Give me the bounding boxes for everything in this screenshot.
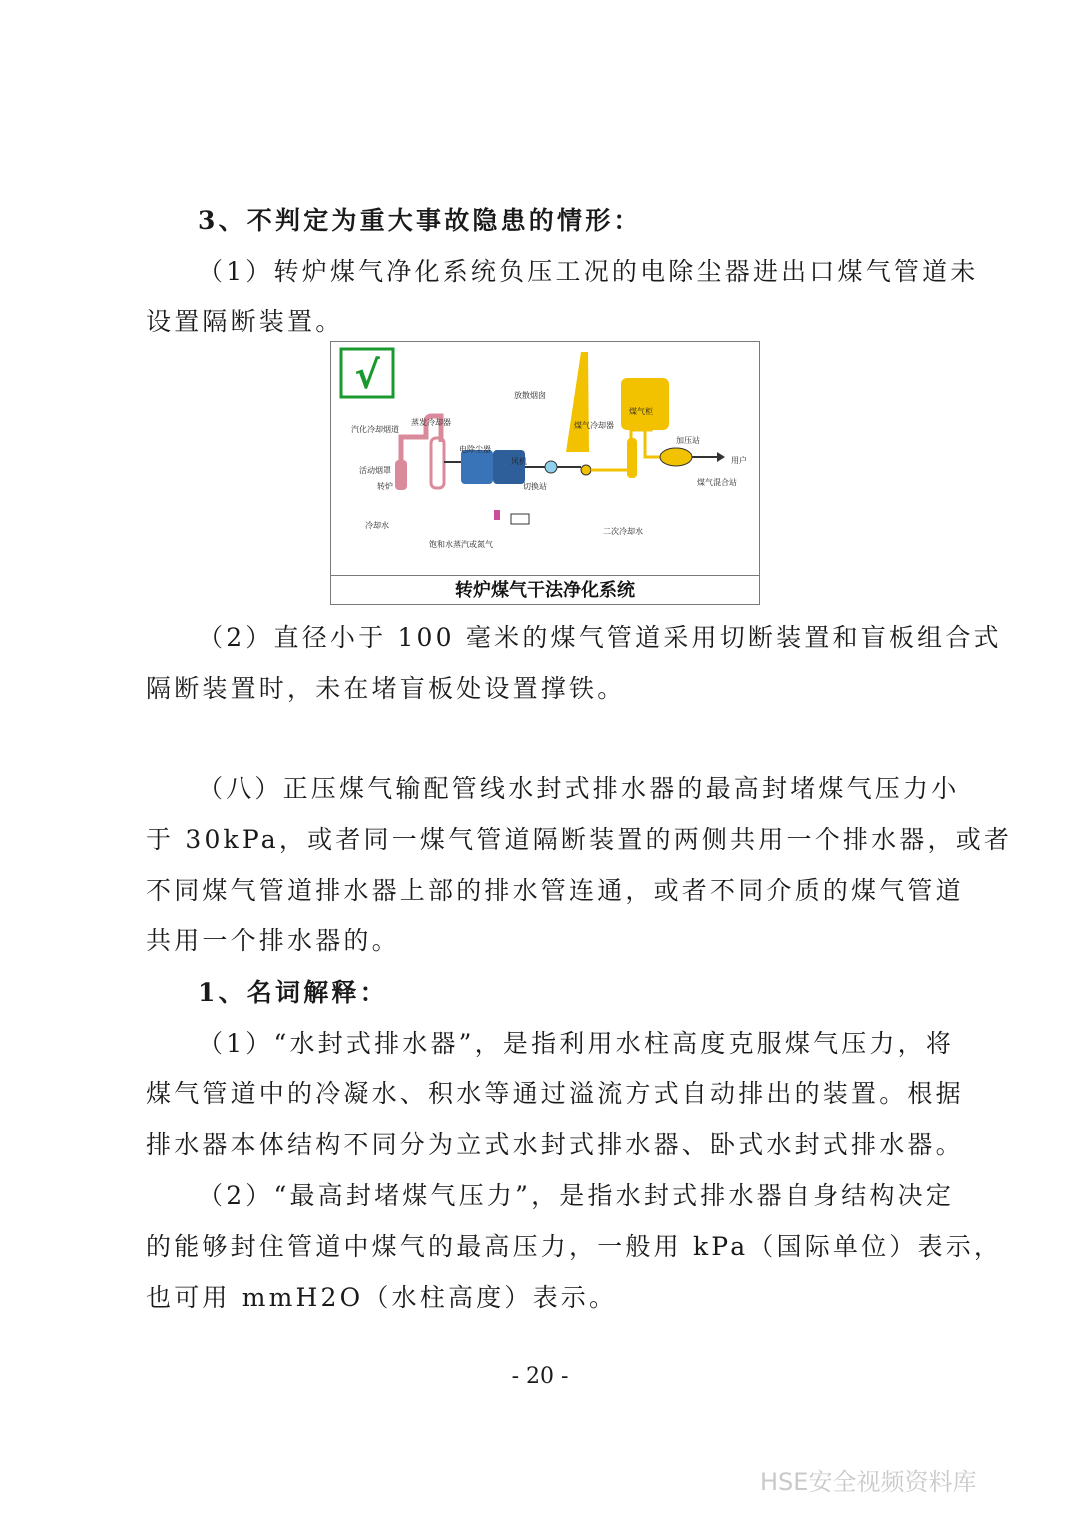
section3-heading: 3、不判定为重大事故隐患的情形： [198, 206, 642, 235]
evap-cooler [431, 438, 444, 488]
truck-icon [511, 514, 529, 524]
label-evap-cooler: 蒸发冷却器 [411, 418, 451, 427]
item1-line1: （1）转炉煤气净化系统负压工况的电除尘器进出口煤气管道未 [198, 257, 979, 286]
label-gas-cooler: 煤气冷却器 [574, 421, 614, 430]
gas-purification-figure [330, 341, 760, 605]
label-cooling-water: 冷却水 [365, 521, 389, 530]
label-secondary-water: 二次冷却水 [603, 527, 643, 536]
label-user: 用户 [731, 456, 747, 465]
label-mix: 煤气混合站 [697, 478, 737, 487]
label-gas-holder: 煤气柜 [629, 407, 653, 416]
label-flue: 汽化冷却烟道 [351, 425, 399, 434]
esp-unit-2 [493, 450, 525, 484]
label-steam: 饱和水蒸汽或氮气 [429, 540, 493, 549]
section8-line2: 于 30kPa，或者同一煤气管道隔断装置的两侧共用一个排水器，或者 [146, 825, 1013, 854]
watermark: HSE安全视频资料库 [760, 1468, 977, 1496]
figure-caption: 转炉煤气干法净化系统 [331, 575, 759, 606]
vent-stack [566, 352, 589, 452]
process-diagram [331, 342, 759, 574]
label-converter: 转炉 [377, 482, 393, 491]
switch-station [581, 465, 591, 475]
esp-unit [461, 450, 493, 484]
section8-line4: 共用一个排水器的。 [146, 926, 400, 955]
label-fan: 风机 [511, 457, 527, 466]
item2-line2: 隔断装置时，未在堵盲板处设置撑铁。 [146, 674, 626, 703]
item2-line1: （2）直径小于 100 毫米的煤气管道采用切断装置和盲板组合式 [198, 623, 1002, 652]
gas-holder [621, 378, 669, 430]
label-hood: 活动烟罩 [359, 466, 391, 475]
def2-line1: （2）“最高封堵煤气压力”，是指水封式排水器自身结构决定 [198, 1181, 955, 1210]
section8-line1: （八）正压煤气输配管线水封式排水器的最高封堵煤气压力小 [198, 774, 960, 803]
converter [395, 460, 407, 490]
def2-line2: 的能够封住管道中煤气的最高压力，一般用 kPa（国际单位）表示， [146, 1232, 1003, 1261]
def2-line3: 也可用 mmH2O（水柱高度）表示。 [146, 1283, 618, 1312]
label-booster: 加压站 [676, 436, 700, 445]
gas-cooler [627, 438, 637, 478]
item1-line2: 设置隔断装置。 [146, 307, 344, 336]
check-mark-icon: √ [354, 353, 380, 397]
def1-line1: （1）“水封式排水器”，是指利用水柱高度克服煤气压力，将 [198, 1029, 955, 1058]
definitions-heading: 1、名词解释： [198, 978, 388, 1007]
label-vent-stack: 放散烟囱 [514, 391, 546, 400]
label-switch: 切换站 [523, 482, 547, 491]
def1-line3: 排水器本体结构不同分为立式水封式排水器、卧式水封式排水器。 [146, 1130, 964, 1159]
label-esp: 电除尘器 [459, 445, 491, 454]
def1-line2: 煤气管道中的冷凝水、积水等通过溢流方式自动排出的装置。根据 [146, 1079, 964, 1108]
booster-station [660, 448, 692, 466]
page-number: - 20 - [511, 1364, 569, 1389]
section8-line3: 不同煤气管道排水器上部的排水管连通，或者不同介质的煤气管道 [146, 876, 964, 905]
fan-icon [545, 461, 557, 473]
